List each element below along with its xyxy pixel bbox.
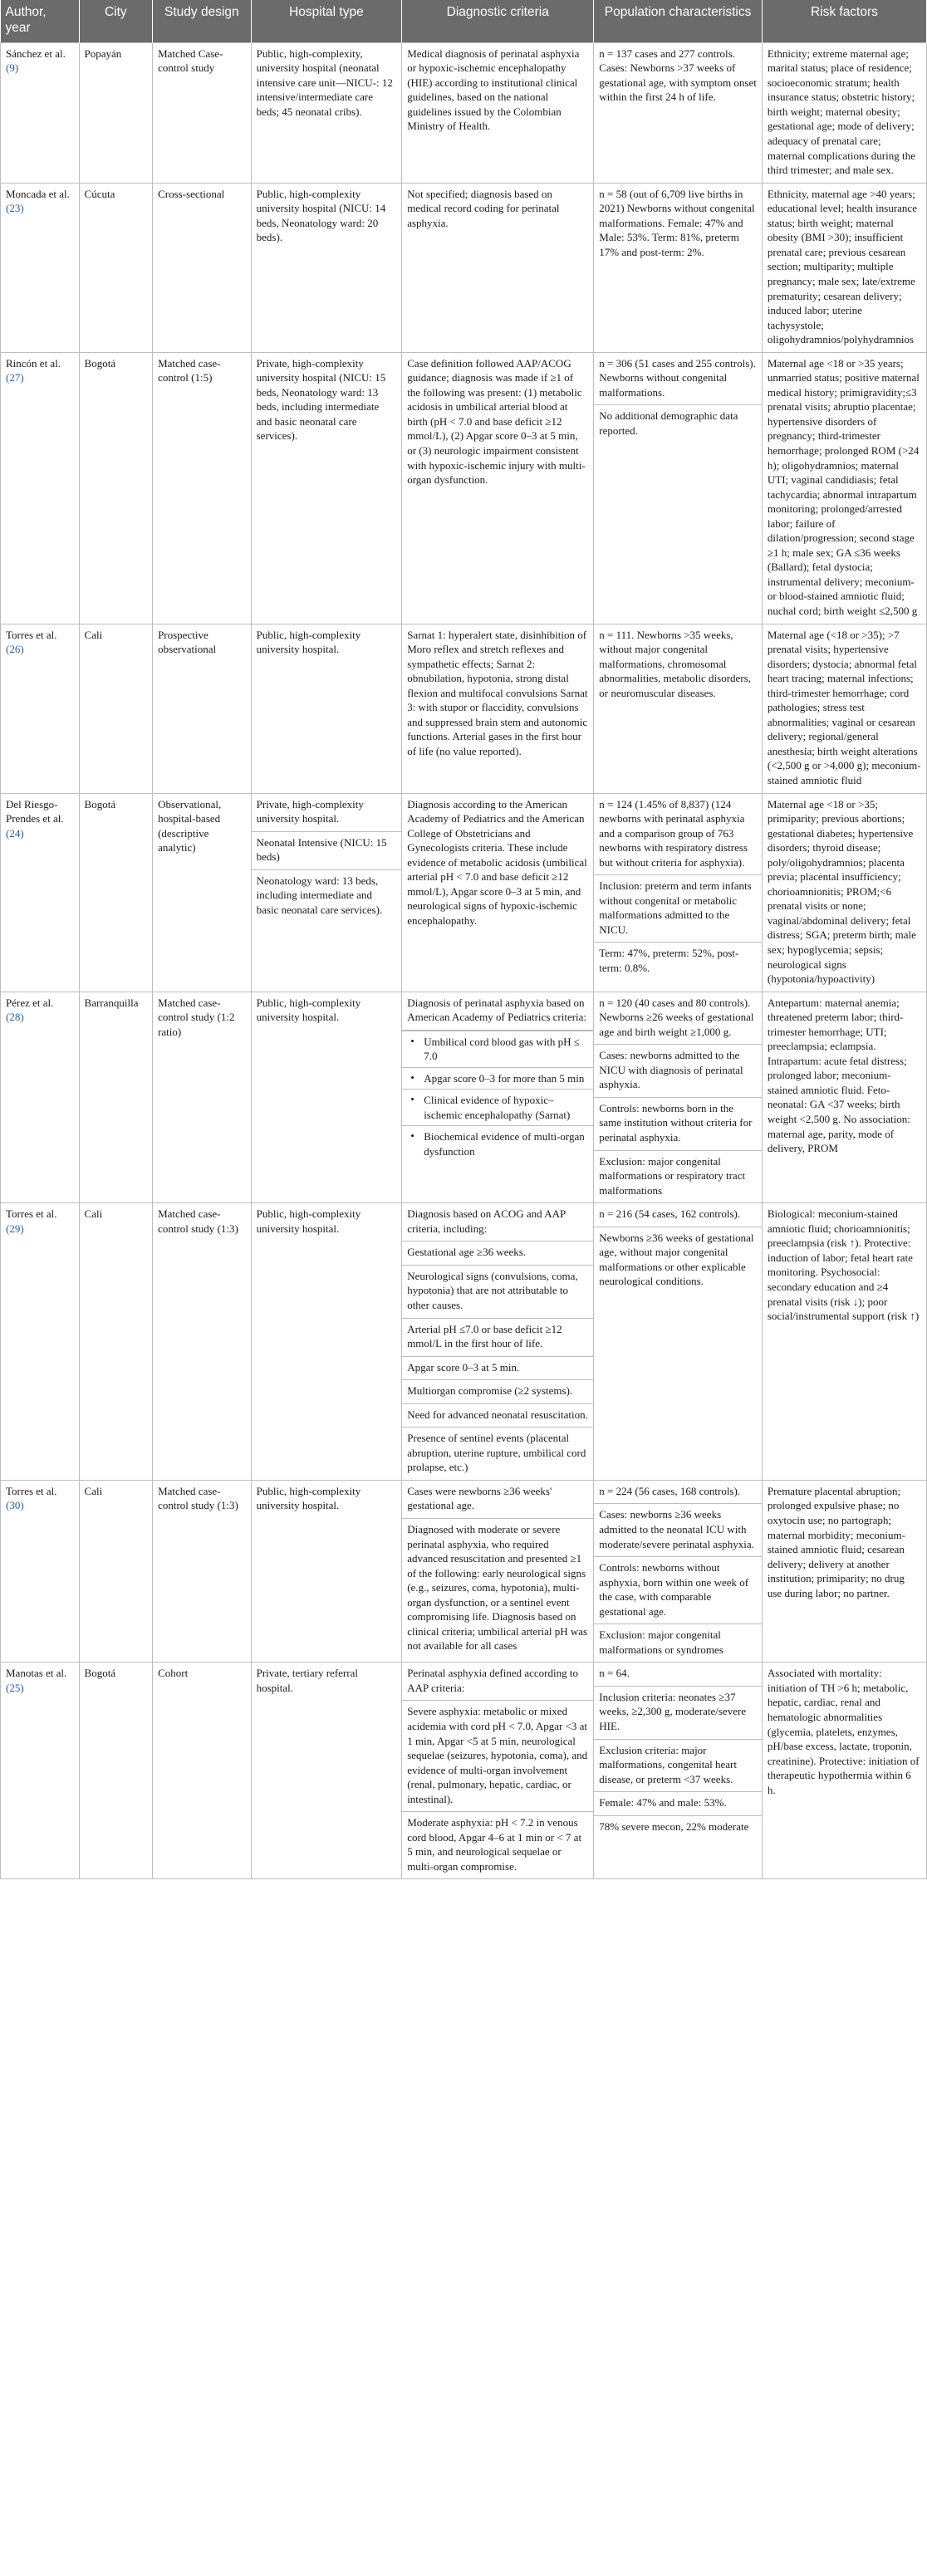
cell-diagnostic	[402, 1203, 594, 1481]
cell-hospital: Public, high-complexity university hospital.	[251, 1480, 402, 1662]
cell-design: Matched case-control study (1:2 ratio)	[153, 992, 252, 1203]
cell-population-part: Cases: newborns admitted to the NICU with diagnosis of perinatal asphyxia.	[594, 1045, 762, 1098]
author-name: Torres et al.	[6, 1484, 57, 1497]
cell-diagnostic-part: Diagnosis based on ACOG and AAP criteria, including:	[402, 1203, 593, 1241]
cell-diagnostic-part: Perinatal asphyxia defined according to AAP criteria:	[402, 1663, 593, 1701]
cell-design: Matched case-control study (1:3)	[153, 1480, 252, 1662]
cell-design: Prospective observational	[153, 624, 252, 793]
cell-risk: Ethnicity, maternal age >40 years; educational level; health insurance status; birth weight; maternal obesity (BMI >30); insufficient prenatal care; previous cesarean section; multiparity; multiple pregnancy; male sex; late/extreme prematurity; cesarean delivery; induced labor; uterine tachysystole; oligohydramnios/polyhydramnios	[762, 183, 926, 352]
reference-link[interactable]: (30)	[6, 1499, 24, 1512]
cell-city: Bogotá	[79, 1663, 153, 1879]
cell-city: Popayán	[79, 42, 153, 183]
author-name: Del Riesgo-Prendes et al.	[6, 797, 64, 825]
cell-design: Matched case-control (1:5)	[153, 352, 252, 624]
cell-hospital	[251, 793, 402, 992]
cell-author	[1, 352, 80, 624]
cell-population-part: n = 120 (40 cases and 80 controls). Newborns ≥26 weeks of gestational age and birth weight ≥1,000 g.	[594, 992, 762, 1046]
cell-population-part: n = 124 (1.45% of 8,837) (124 newborns with perinatal asphyxia and a comparison group of 763 newborns with respiratory distress but without criteria for asphyxia).	[594, 794, 762, 876]
cell-author	[1, 1663, 80, 1879]
cell-hospital: Public, high-complexity university hospital.	[251, 992, 402, 1203]
cell-author	[1, 42, 80, 183]
cell-risk: Maternal age (<18 or >35); >7 prenatal visits; hypertensive disorders; dystocia; abnormal fetal heart tracing; maternal infections; third-trimester hemorrhage; cord pathologies; stress test abnormalities; vaginal or cesarean delivery; regional/general anesthesia; birth weight alterations (<2,500 g or >4,000 g); meconium-stained amniotic fluid	[762, 624, 926, 793]
cell-diagnostic-part: Moderate asphyxia: pH < 7.2 in venous cord blood, Apgar 4–6 at 1 min or < 7 at 5 min, and neurological sequelae or multi-organ compromise.	[407, 1816, 582, 1873]
cell-diagnostic-part: Cases were newborns ≥36 weeks' gestational age.	[402, 1481, 593, 1519]
table-row	[1, 42, 927, 183]
cell-population-part: Controls: newborns without asphyxia, born within one week of the case, with comparable gestational age.	[594, 1557, 762, 1624]
cell-diagnostic-part: Presence of sentinel events (placental abruption, uterine rupture, umbilical cord prolapse, etc.)	[407, 1432, 586, 1474]
cell-population-part: Term: 47%, preterm: 52%, post-term: 0.8%.	[599, 947, 739, 975]
cell-population	[594, 352, 763, 624]
cell-population	[594, 992, 763, 1203]
cell-population-part: Exclusion: major congenital malformations or syndromes	[599, 1628, 723, 1656]
reference-link[interactable]: (25)	[6, 1681, 24, 1694]
table-row	[1, 352, 927, 624]
header-hospital: Hospital type	[251, 0, 402, 42]
criteria-item: • Umbilical cord blood gas with pH ≤ 7.0	[402, 1031, 593, 1067]
cell-author	[1, 183, 80, 352]
reference-link[interactable]: (29)	[6, 1222, 24, 1235]
cell-author	[1, 793, 80, 992]
reference-link[interactable]: (23)	[6, 202, 24, 215]
reference-link[interactable]: (27)	[6, 371, 24, 384]
cell-diagnostic: Case definition followed AAP/ACOG guidance; diagnosis was made if ≥1 of the following was present: (1) metabolic acidosis in umbilical arterial blood at birth (pH < 7.0 and base deficit ≥12 mmol/L), (2) Apgar score 0–3 at 5 min, or (3) neurologic impairment consistent with hypoxic-ischemic injury with multi-organ dysfunction.	[402, 352, 594, 624]
cell-diagnostic-part: Gestational age ≥36 weeks.	[402, 1241, 593, 1266]
table-row	[1, 1203, 927, 1481]
cell-city: Cali	[79, 1203, 153, 1481]
cell-population-part: n = 64.	[594, 1663, 762, 1687]
cell-design: Observational, hospital-based (descriptive analytic)	[153, 793, 252, 992]
header-author: Author, year	[1, 0, 80, 42]
reference-link[interactable]: (28)	[6, 1011, 24, 1024]
cell-population	[594, 1203, 763, 1481]
cell-design: Cross-sectional	[153, 183, 252, 352]
author-name: Rincón et al.	[6, 356, 61, 370]
table-header	[1, 0, 927, 42]
cell-population-part: Newborns ≥36 weeks of gestational age, without major congenital malformations or other explicable neurological conditions.	[599, 1231, 754, 1288]
cell-design: Matched Case-control study	[153, 42, 252, 183]
cell-risk: Ethnicity; extreme maternal age; marital status; place of residence; socioeconomic stratum; health insurance status; obstetric history; birth weight; maternal obesity; gestational age; mode of delivery; adequacy of prenatal care; maternal complications during the third trimester; and male sex.	[762, 42, 926, 183]
reference-link[interactable]: (26)	[6, 643, 24, 656]
cell-risk: Maternal age <18 or >35; primiparity; previous abortions; gestational diabetes; hypertensive disorders; thyroid disease; poly/oligohydramnios; placenta previa; placental insufficiency; chorioamnionitis; PROM;<6 prenatal visits or none; vaginal/abdominal delivery; fetal distress; SGA; preterm birth; male sex; hypoglycemia; sepsis; neurological signs (hypotonia/hypoactivity)	[762, 793, 926, 992]
table-row	[1, 1480, 927, 1662]
cell-city: Bogotá	[79, 352, 153, 624]
cell-diagnostic-part: Neurological signs (convulsions, coma, hypotonia) that are not attributable to other causes.	[402, 1266, 593, 1319]
cell-diagnostic	[402, 992, 594, 1203]
cell-hospital: Public, high-complexity university hospital.	[251, 624, 402, 793]
table-row	[1, 183, 927, 352]
cell-diagnostic-part: Apgar score 0–3 at 5 min.	[402, 1357, 593, 1381]
cell-population-part: Inclusion criteria: neonates ≥37 weeks, ≥2,300 g, moderate/severe HIE.	[594, 1687, 762, 1740]
cell-city: Cúcuta	[79, 183, 153, 352]
cell-diagnostic	[402, 1663, 594, 1879]
cell-population	[594, 793, 763, 992]
cell-population-part: Cases: newborns ≥36 weeks admitted to the neonatal ICU with moderate/severe perinatal asphyxia.	[594, 1504, 762, 1557]
author-name: Moncada et al.	[6, 187, 70, 200]
author-name: Torres et al.	[6, 628, 57, 641]
cell-risk: Biological: meconium-stained amniotic fluid; chorioamnionitis; preeclampsia (risk ↑). Protective: induction of labor; fetal heart rate monitoring. Psychosocial: secondary education and ≥4 prenatal visits (risk ↓); poor social/instrumental support (risk ↑)	[762, 1203, 926, 1481]
cell-diagnostic-part: Multiorgan compromise (≥2 systems).	[402, 1380, 593, 1404]
cell-diagnostic-part: Diagnosed with moderate or severe perinatal asphyxia, who required advanced resuscitation and presented ≥1 of the following: early neurological signs (e.g., seizures, coma, hypotonia), multi-organ dysfunction, or a sentinel event compromising life. Diagnosis based on clinical criteria; umbilical arterial pH was not available for all cases	[407, 1522, 588, 1653]
reference-link[interactable]: (24)	[6, 826, 24, 840]
cell-population: n = 58 (out of 6,709 live births in 2021) Newborns without congenital malformations. Female: 47% and Male: 53%. Term: 81%, preterm 17% and post-term: 2%.	[594, 183, 763, 352]
cell-diagnostic-part: Arterial pH ≤7.0 or base deficit ≥12 mmol/L in the first hour of life.	[402, 1319, 593, 1357]
cell-population-part: n = 306 (51 cases and 255 controls). Newborns without congenital malformations.	[594, 353, 762, 406]
cell-diagnostic-part: Diagnosis of perinatal asphyxia based on American Academy of Pediatrics criteria:	[402, 992, 593, 1031]
cell-diagnostic-part: Need for advanced neonatal resuscitation.	[402, 1404, 593, 1428]
table-row	[1, 793, 927, 992]
header-risk: Risk factors	[762, 0, 926, 42]
cell-city: Bogotá	[79, 793, 153, 992]
table-row	[1, 1663, 927, 1879]
cell-hospital-part: Private, high-complexity university hospital.	[252, 794, 402, 832]
cell-population-part: Exclusion criteria: major malformations, congenital heart disease, or preterm <37 weeks.	[594, 1740, 762, 1793]
author-name: Manotas et al.	[6, 1667, 67, 1680]
cell-hospital: Public, high-complexity university hospital.	[251, 1203, 402, 1481]
cell-population	[594, 1480, 763, 1662]
cell-author	[1, 992, 80, 1203]
cell-hospital-part: Neonatology ward: 13 beds, including intermediate and basic neonatal care services).	[256, 874, 383, 916]
cell-risk: Premature placental abruption; prolonged expulsive phase; no oxytocin use; no partograph; maternal morbidity; meconium-stained amniotic fluid; cesarean delivery; delivery at another institution; primiparity; no drug use during labor; no partner.	[762, 1480, 926, 1662]
cell-population-part: Exclusion: major congenital malformations or respiratory tract malformations	[599, 1154, 746, 1197]
cell-risk: Maternal age <18 or >35 years; unmarried status; positive maternal medical history; primigravidity;≤3 prenatal visits; abruptio placentae; hypertensive disorders of pregnancy; third-trimester hemorrhage; prolonged ROM (>24 h); oligohydramnios; maternal UTI; vaginal candidiasis; fetal tachycardia; abnormal intrapartum monitoring; prolonged/arrested labor; failure of dilation/progression; second stage ≥1 h; male sex; GA ≤36 weeks (Ballard); fetal dystocia; instrumental delivery; meconium- or blood-stained amniotic fluid; nuchal cord; birth weight ≤2,500 g	[762, 352, 926, 624]
cell-city: Cali	[79, 1480, 153, 1662]
cell-diagnostic: Not specified; diagnosis based on medical record coding for perinatal asphyxia.	[402, 183, 594, 352]
cell-design: Matched case-control study (1:3)	[153, 1203, 252, 1481]
header-design: Study design	[153, 0, 252, 42]
cell-diagnostic: Medical diagnosis of perinatal asphyxia or hypoxic-ischemic encephalopathy (HIE) according to institutional clinical guidelines, based on the national guidelines issued by the Colombian Ministry of Health.	[402, 42, 594, 183]
cell-population: n = 111. Newborns >35 weeks, without major congenital malformations, chromosomal abnormalities, metabolic disorders, or neuromuscular diseases.	[594, 624, 763, 793]
cell-hospital: Private, high-complexity university hospital (NICU: 15 beds, Neonatology ward: 13 beds, including intermediate and basic neonatal care services).	[251, 352, 402, 624]
cell-author	[1, 1480, 80, 1662]
author-name: Pérez et al.	[6, 996, 54, 1009]
cell-diagnostic: Diagnosis according to the American Academy of Pediatrics and the American College of Obstetricians and Gynecologists criteria. These include evidence of metabolic acidosis (umbilical arterial pH < 7.0 and base deficit ≥12 mmol/L), Apgar score 0–3 at 5 min, and neurological signs of hypoxic-ischemic encephalopathy.	[402, 793, 594, 992]
table-row	[1, 624, 927, 793]
cell-population-part: Inclusion: preterm and term infants without congenital or metabolic malformations admitted to the NICU.	[594, 875, 762, 943]
header-row	[1, 0, 927, 42]
cell-city: Cali	[79, 624, 153, 793]
criteria-list	[402, 1031, 593, 1163]
cell-risk: Antepartum: maternal anemia; threatened preterm labor; third-trimester hemorrhage; UTI; preeclampsia; eclampsia. Intrapartum: acute fetal distress; prolonged labor; meconium-stained amniotic fluid. Feto-neonatal: GA <37 weeks; birth weight <2,500 g. No association: maternal age, parity, mode of delivery, PROM	[762, 992, 926, 1203]
cell-author	[1, 1203, 80, 1481]
header-diagnostic: Diagnostic criteria	[402, 0, 594, 42]
cell-population-part: No additional demographic data reported.	[599, 409, 738, 437]
cell-design: Cohort	[153, 1663, 252, 1879]
cell-risk: Associated with mortality: initiation of TH >6 h; metabolic, hepatic, cardiac, renal and hematologic abnormalities (glycemia, platelets, enzymes, pH/base excess, lactate, troponin, creatinine). Protective: initiation of therapeutic hypothermia within 6 h.	[762, 1663, 926, 1879]
cell-population	[594, 1663, 763, 1879]
cell-population: n = 137 cases and 277 controls. Cases: Newborns >37 weeks of gestational age, with symptom onset within the first 24 h of life.	[594, 42, 763, 183]
cell-author	[1, 624, 80, 793]
cell-population-part: n = 216 (54 cases, 162 controls).	[594, 1203, 762, 1227]
cell-population-part: Controls: newborns born in the same institution without criteria for perinatal asphyxia.	[594, 1098, 762, 1151]
table-body	[1, 42, 927, 1879]
reference-link[interactable]: (9)	[6, 61, 19, 75]
cell-diagnostic-part: Severe asphyxia: metabolic or mixed acidemia with cord pH < 7.0, Apgar <3 at 1 min, Apgar <5 at 5 min, neurological sequelae (seizures, hypotonia, coma), and evidence of multi-organ involvement (renal, pulmonary, hepatic, cardiac, or intestinal).	[402, 1701, 593, 1812]
cell-population-part: Female: 47% and male: 53%.	[594, 1792, 762, 1816]
cell-hospital-part: Neonatal Intensive (NICU: 15 beds)	[252, 832, 402, 870]
cell-population-part: 78% severe mecon, 22% moderate	[599, 1819, 749, 1833]
criteria-item: • Biochemical evidence of multi-organ dysfunction	[402, 1125, 593, 1162]
cell-population-part: n = 224 (56 cases, 168 controls).	[594, 1481, 762, 1505]
header-city: City	[79, 0, 153, 42]
header-population: Population characteristics	[594, 0, 763, 42]
cell-hospital: Public, high-complexity university hospital (NICU: 14 beds, Neonatology ward: 20 beds).	[251, 183, 402, 352]
cell-hospital: Private, tertiary referral hospital.	[251, 1663, 402, 1879]
author-name: Torres et al.	[6, 1207, 57, 1221]
cell-city: Barranquilla	[79, 992, 153, 1203]
cell-diagnostic: Sarnat 1: hyperalert state, disinhibition of Moro reflex and stretch reflexes and sympathetic effects; Sarnat 2: obnubilation, hypotonia, strong distal flexion and multifocal convulsions Sarnat 3: with stupor or flaccidity, convulsions and suppressed brain stem and autonomic functions. Arterial gases in the first hour of life (no value reported).	[402, 624, 594, 793]
criteria-item: • Clinical evidence of hypoxic–ischemic encephalopathy (Sarnat)	[402, 1089, 593, 1125]
cell-hospital: Public, high-complexity, university hospital (neonatal intensive care unit—NICU-: 12 intensive/intermediate care beds; 45 neonatal cribs).	[251, 42, 402, 183]
author-name: Sánchez et al.	[6, 47, 66, 60]
table-row	[1, 992, 927, 1203]
criteria-item: • Apgar score 0–3 for more than 5 min	[402, 1067, 593, 1090]
cell-diagnostic	[402, 1480, 594, 1662]
